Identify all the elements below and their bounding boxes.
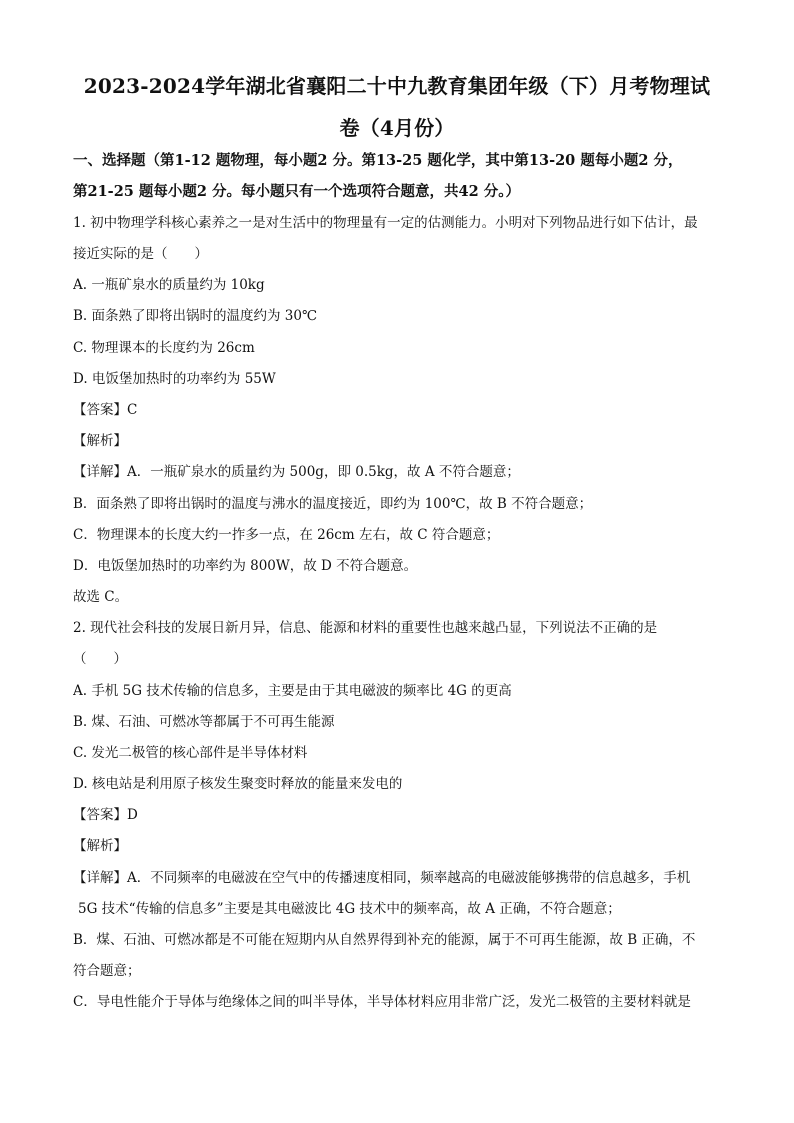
q1-option-c: C. 物理课本的长度约为 26cm (73, 340, 255, 356)
q1-option-d: D. 电饭堡加热时的功率约为 55W (73, 371, 276, 387)
q2-detail-line-1: 【详解】A．不同频率的电磁波在空气中的传播速度相同，频率越高的电磁波能够携带的信息越多，手机 (73, 870, 691, 886)
q2-answer: 【答案】D (73, 807, 138, 823)
q1-option-a: A. 一瓶矿泉水的质量约为 10kg (73, 277, 265, 293)
section-heading-line-2: 第21-25 题每小题2 分。每小题只有一个选项符合题意，共42 分。） (73, 183, 521, 200)
exam-title-line-1: 2023-2024学年湖北省襄阳二十中九教育集团年级（下）月考物理试 (83, 74, 711, 98)
q2-detail-line-2: 5G 技术“传输的信息多”主要是其电磁波比 4G 技术中的频率高，故 A 正确，不符合题意； (78, 901, 621, 917)
q2-option-c: C. 发光二极管的核心部件是半导体材料 (73, 745, 308, 761)
q1-analysis-heading: 【解析】 (73, 433, 127, 449)
q2-option-b: B. 煤、石油、可燃冰等都属于不可再生能源 (73, 714, 335, 730)
q2-detail-line-5: C．导电性能介于导体与绝缘体之间的叫半导体，半导体材料应用非常广泛，发光二极管的主要材料就是 (73, 994, 691, 1010)
q1-stem-line-2: 接近实际的是（ ） (73, 246, 208, 262)
q1-conclusion: 故选 C。 (73, 589, 129, 605)
q1-answer: 【答案】C (73, 402, 138, 418)
q1-stem-line-1: 1. 初中物理学科核心素养之一是对生活中的物理量有一定的估测能力。小明对下列物品进行如下估计，最 (73, 215, 698, 231)
q2-detail-line-3: B．煤、石油、可燃冰都是不可能在短期内从自然界得到补充的能源，属于不可再生能源，故 B 正确，不 (73, 932, 696, 948)
q1-detail-line-3: C．物理课本的长度大约一拃多一点，在 26cm 左右，故 C 符合题意； (73, 527, 500, 543)
section-heading-line-1: 一、选择题（第1-12 题物理，每小题2 分。第13-25 题化学，其中第13-20 题每小题2 分， (73, 152, 683, 169)
q2-stem-line-2: （ ） (73, 651, 127, 667)
q1-detail-line-2: B．面条熟了即将出锅时的温度与沸水的温度接近，即约为 100℃，故 B 不符合题意； (73, 496, 593, 512)
q1-detail-line-4: D．电饭堡加热时的功率约为 800W，故 D 不符合题意。 (73, 558, 418, 574)
q2-analysis-heading: 【解析】 (73, 838, 127, 854)
q1-option-b: B. 面条熟了即将出锅时的温度约为 30℃ (73, 308, 318, 324)
exam-title-line-2: 卷（4月份） (339, 116, 455, 140)
q2-stem-line-1: 2. 现代社会科技的发展日新月异，信息、能源和材料的重要性也越来越凸显，下列说法不正确的是 (73, 620, 658, 636)
q2-option-a: A. 手机 5G 技术传输的信息多，主要是由于其电磁波的频率比 4G 的更高 (73, 683, 512, 699)
q2-detail-line-4: 符合题意； (73, 963, 141, 979)
q2-option-d: D. 核电站是利用原子核发生聚变时释放的能量来发电的 (73, 776, 403, 792)
q1-detail-line-1: 【详解】A．一瓶矿泉水的质量约为 500g，即 0.5kg，故 A 不符合题意； (73, 464, 520, 480)
